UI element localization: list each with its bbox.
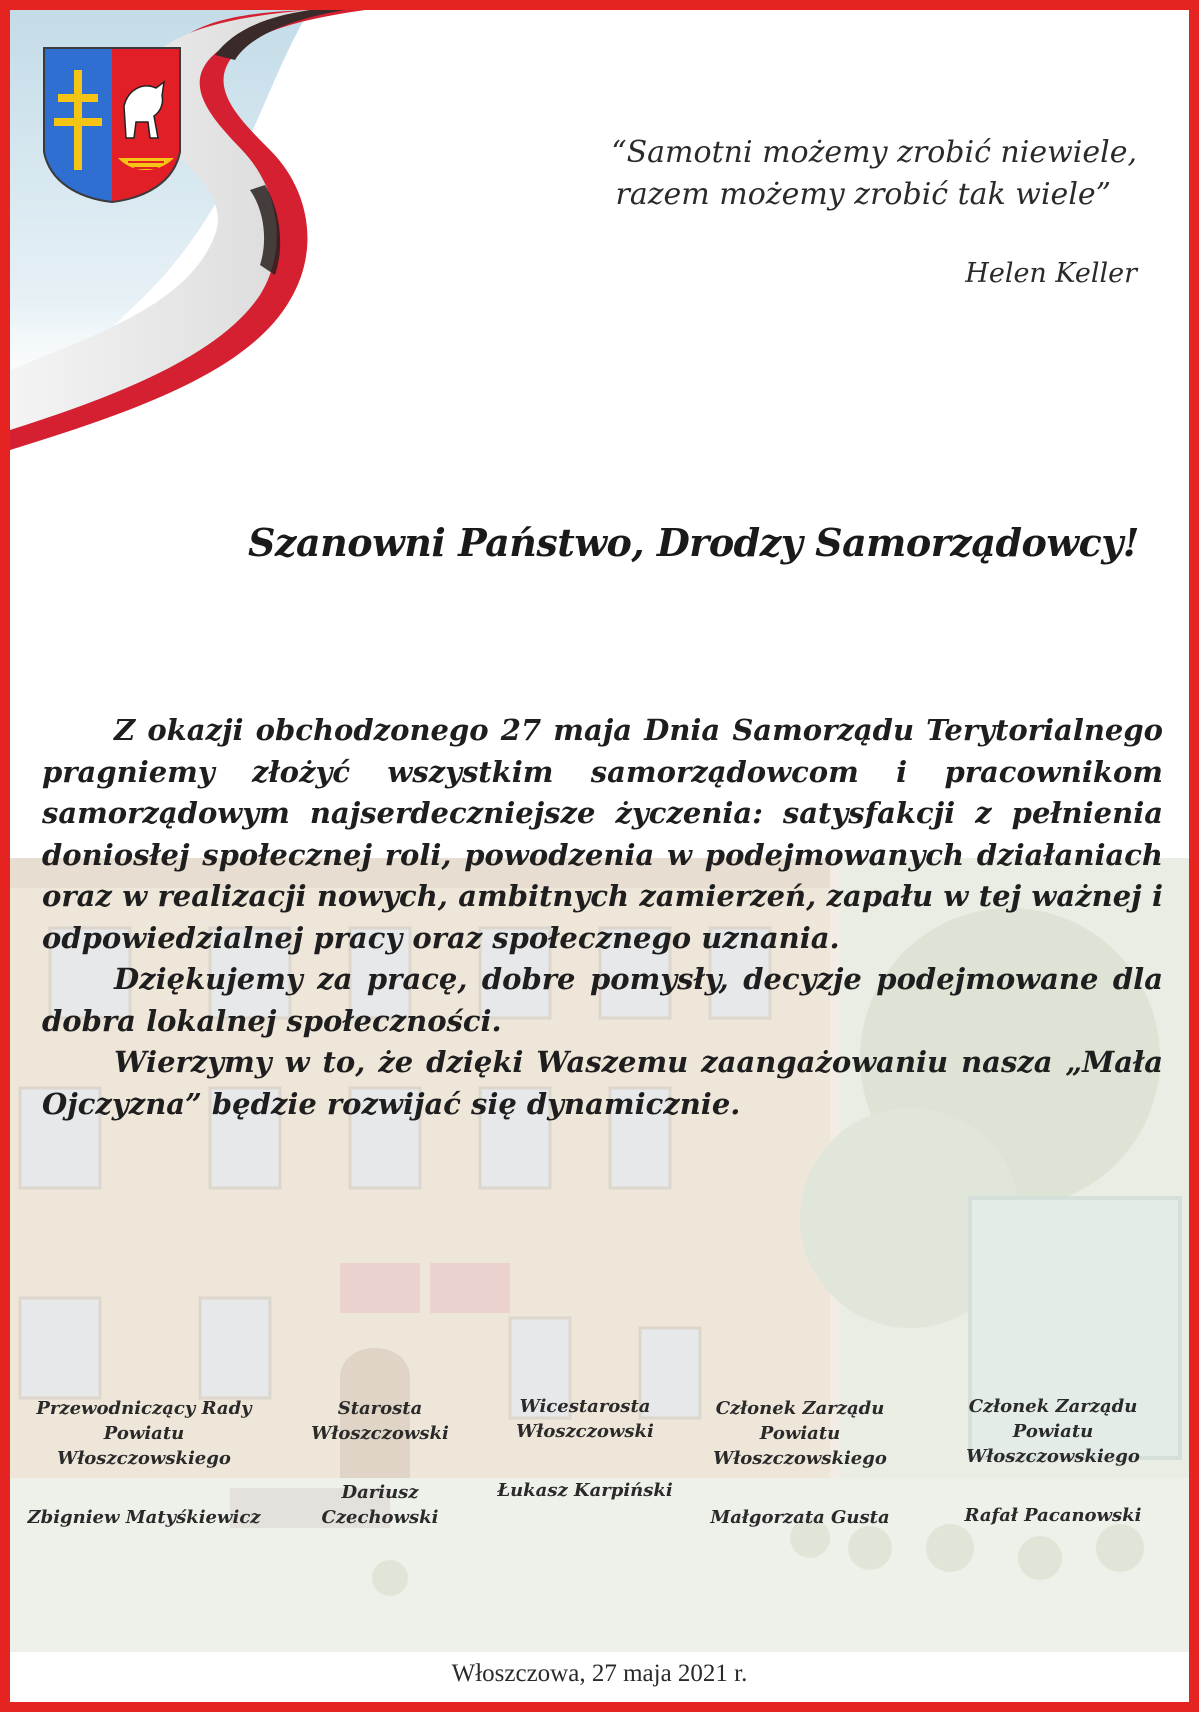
letter-date: Włoszczowa, 27 maja 2021 r. [451,1660,748,1687]
signatory-name: Małgorzata Gusta [710,1507,890,1528]
quote-author: Helen Keller [965,258,1137,289]
quote-line-2: razem możemy zrobić tak wiele” [615,177,1111,212]
signatory-1: Przewodniczący Rady Powiatu Włoszczowskiego Zbigniew Matyśkiewicz [14,1396,274,1530]
body-paragraph-3: Wierzymy w to, że dzięki Waszemu zaangażowaniu nasza „Mała Ojczyzna” będzie rozwijać się dynamicznie. [42,1045,1163,1121]
quote-line-1: “Samotni możemy zrobić niewiele, [611,135,1137,170]
signatory-name: Dariusz Czechowski [321,1482,439,1528]
signatory-2: Starosta Włoszczowski Dariusz Czechowski [280,1396,480,1530]
body-paragraph-2: Dziękujemy za pracę, dobre pomysły, decyzje podejmowane dla dobra lokalnej społeczności. [42,962,1163,1038]
greeting-heading: Szanowni Państwo, Drodzy Samorządowcy! [247,520,1139,565]
letter-page [10,10,1189,1702]
signatory-name: Rafał Pacanowski [964,1505,1142,1526]
signatory-4: Członek Zarządu Powiatu Włoszczowskiego Małgorzata Gusta [675,1396,925,1530]
signatory-5: Członek Zarządu Powiatu Włoszczowskiego Rafał Pacanowski [928,1394,1178,1528]
letter-body [42,710,1163,1125]
coat-of-arms-logo [38,42,186,212]
signatory-3: Wicestarosta Włoszczowski Łukasz Karpiński [485,1394,685,1503]
signatory-name: Łukasz Karpiński [497,1480,673,1501]
motto-quote [611,132,1137,216]
body-paragraph-1: Z okazji obchodzonego 27 maja Dnia Samorządu Terytorialnego pragniemy złożyć wszystkim samorządowcom i pracownikom samorządowym najserdeczniejsze życzenia: satysfakcji z pełnienia doniosłej społecznej roli, powodzenia w podejmowanych działaniach oraz w realizacji nowych, ambitnych zamierzeń, zapału w tej ważnej i odpowiedzialnej pracy oraz społecznego uznania. [42,713,1163,955]
signatory-name: Zbigniew Matyśkiewicz [27,1507,261,1528]
